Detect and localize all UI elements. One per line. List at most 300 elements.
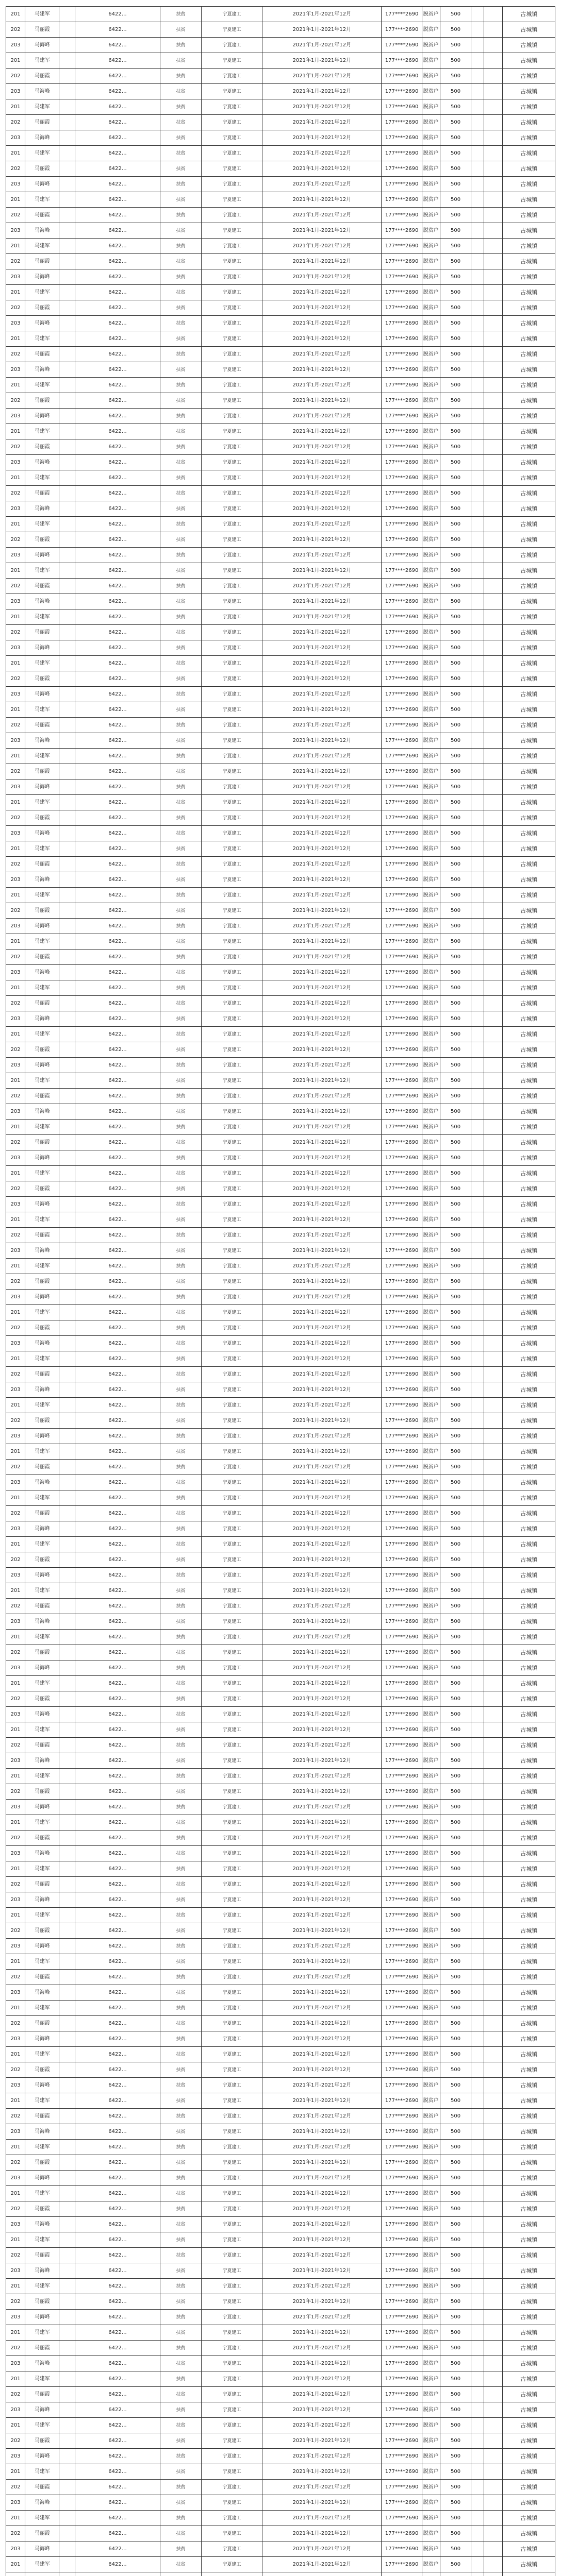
cell-extra xyxy=(484,1073,503,1089)
cell-phone: 177****2690 xyxy=(382,1011,422,1027)
cell-town: 古城镇 xyxy=(503,609,555,625)
cell-extra xyxy=(484,1120,503,1135)
cell-gender xyxy=(59,2495,75,2511)
cell-town: 古城镇 xyxy=(503,2186,555,2201)
cell-amount: 500 xyxy=(440,1985,471,2001)
cell-name: 马建军 xyxy=(25,2232,59,2248)
cell-type: 脱贫户 xyxy=(422,1259,440,1274)
cell-org: 扶贫 xyxy=(160,1475,201,1490)
table-row xyxy=(6,1058,555,1073)
cell-no: 203 xyxy=(6,1846,25,1861)
cell-phone: 177****2690 xyxy=(382,2495,422,2511)
cell-type: 脱贫户 xyxy=(422,409,440,424)
cell-no: 202 xyxy=(6,486,25,501)
cell-type: 脱贫户 xyxy=(422,1537,440,1552)
cell-name: 马建军 xyxy=(25,2325,59,2341)
cell-employer: 宁夏建工 xyxy=(201,764,262,779)
cell-remark xyxy=(471,594,484,609)
cell-org: 扶贫 xyxy=(160,1645,201,1660)
cell-org: 扶贫 xyxy=(160,455,201,470)
cell-amount: 500 xyxy=(440,1923,471,1939)
cell-id: 6422… xyxy=(75,1630,160,1645)
cell-employer: 宁夏建工 xyxy=(201,316,262,331)
table-row xyxy=(6,810,555,826)
cell-amount: 500 xyxy=(440,980,471,996)
cell-phone: 177****2690 xyxy=(382,2263,422,2279)
cell-id: 6422… xyxy=(75,7,160,22)
cell-employer: 宁夏建工 xyxy=(201,130,262,146)
cell-gender xyxy=(59,347,75,362)
cell-amount: 500 xyxy=(440,656,471,671)
cell-id: 6422… xyxy=(75,1846,160,1861)
cell-id: 6422… xyxy=(75,1413,160,1429)
cell-extra xyxy=(484,826,503,841)
cell-gender xyxy=(59,2557,75,2572)
cell-employer: 宁夏建工 xyxy=(201,656,262,671)
table-row xyxy=(6,733,555,749)
cell-extra xyxy=(484,1800,503,1815)
cell-org: 扶贫 xyxy=(160,857,201,872)
cell-employer: 宁夏建工 xyxy=(201,269,262,285)
cell-extra xyxy=(484,2418,503,2433)
table-row xyxy=(6,1429,555,1444)
cell-extra xyxy=(484,2480,503,2495)
cell-org: 扶贫 xyxy=(160,1011,201,1027)
cell-remark xyxy=(471,888,484,903)
cell-amount: 500 xyxy=(440,1027,471,1042)
cell-phone: 177****2690 xyxy=(382,316,422,331)
cell-phone: 177****2690 xyxy=(382,2201,422,2217)
cell-employer: 宁夏建工 xyxy=(201,208,262,223)
cell-town: 古城镇 xyxy=(503,1027,555,1042)
cell-town: 古城镇 xyxy=(503,625,555,640)
cell-no: 203 xyxy=(6,640,25,656)
cell-gender xyxy=(59,378,75,393)
cell-period: 2021年1月-2021年12月 xyxy=(262,1367,382,1382)
cell-org: 扶贫 xyxy=(160,980,201,996)
cell-town: 古城镇 xyxy=(503,749,555,764)
cell-gender xyxy=(59,810,75,826)
cell-period: 2021年1月-2021年12月 xyxy=(262,1645,382,1660)
cell-amount: 500 xyxy=(440,1877,471,1892)
cell-org: 扶贫 xyxy=(160,1738,201,1753)
cell-org: 扶贫 xyxy=(160,2541,201,2557)
cell-employer: 宁夏建工 xyxy=(201,1274,262,1290)
cell-phone: 177****2690 xyxy=(382,1954,422,1970)
cell-extra xyxy=(484,84,503,99)
cell-extra xyxy=(484,1552,503,1568)
cell-gender xyxy=(59,1861,75,1877)
cell-org: 扶贫 xyxy=(160,501,201,517)
cell-gender xyxy=(59,1460,75,1475)
cell-type: 脱贫户 xyxy=(422,996,440,1011)
cell-phone: 177****2690 xyxy=(382,409,422,424)
cell-remark xyxy=(471,1923,484,1939)
table-row xyxy=(6,2140,555,2155)
cell-extra xyxy=(484,130,503,146)
cell-no: 203 xyxy=(6,223,25,239)
cell-name: 马建军 xyxy=(25,563,59,579)
cell-phone: 177****2690 xyxy=(382,656,422,671)
cell-extra xyxy=(484,2356,503,2371)
cell-phone: 177****2690 xyxy=(382,1212,422,1228)
cell-org: 扶贫 xyxy=(160,1042,201,1058)
cell-gender xyxy=(59,1970,75,1985)
cell-gender xyxy=(59,2418,75,2433)
cell-no: 202 xyxy=(6,2341,25,2356)
table-row xyxy=(6,424,555,439)
cell-no: 203 xyxy=(6,1985,25,2001)
cell-id: 6422… xyxy=(75,2341,160,2356)
cell-period: 2021年1月-2021年12月 xyxy=(262,687,382,702)
cell-id: 6422… xyxy=(75,285,160,300)
cell-amount: 500 xyxy=(440,1367,471,1382)
cell-gender xyxy=(59,470,75,486)
cell-name: 马建军 xyxy=(25,1630,59,1645)
cell-phone: 177****2690 xyxy=(382,1398,422,1413)
cell-remark xyxy=(471,1259,484,1274)
table-row xyxy=(6,1228,555,1243)
cell-name: 马建军 xyxy=(25,2279,59,2294)
table-row xyxy=(6,1676,555,1691)
cell-phone: 177****2690 xyxy=(382,1722,422,1738)
cell-extra xyxy=(484,1011,503,1027)
cell-remark xyxy=(471,1707,484,1722)
cell-extra xyxy=(484,2140,503,2155)
cell-town: 古城镇 xyxy=(503,1490,555,1506)
cell-remark xyxy=(471,470,484,486)
table-row xyxy=(6,2557,555,2572)
cell-id: 6422… xyxy=(75,1800,160,1815)
cell-no: 203 xyxy=(6,687,25,702)
cell-employer: 宁夏建工 xyxy=(201,2263,262,2279)
cell-amount: 500 xyxy=(440,2140,471,2155)
cell-amount: 500 xyxy=(440,1583,471,1599)
cell-org: 扶贫 xyxy=(160,2248,201,2263)
table-row xyxy=(6,1831,555,1846)
cell-phone: 177****2690 xyxy=(382,1691,422,1707)
cell-name: 马建军 xyxy=(25,7,59,22)
cell-extra xyxy=(484,1892,503,1908)
cell-name: 马建军 xyxy=(25,146,59,161)
cell-type: 脱贫户 xyxy=(422,1490,440,1506)
cell-org: 扶贫 xyxy=(160,1197,201,1212)
cell-no: 202 xyxy=(6,2062,25,2078)
table-row xyxy=(6,2387,555,2402)
cell-remark xyxy=(471,2248,484,2263)
cell-org: 扶贫 xyxy=(160,1135,201,1150)
cell-amount: 500 xyxy=(440,1073,471,1089)
cell-remark xyxy=(471,2418,484,2433)
cell-org: 扶贫 xyxy=(160,749,201,764)
table-row xyxy=(6,903,555,919)
cell-phone: 177****2690 xyxy=(382,7,422,22)
cell-type: 脱贫户 xyxy=(422,2186,440,2201)
cell-type: 脱贫户 xyxy=(422,470,440,486)
cell-name: 马海峰 xyxy=(25,1243,59,1259)
cell-employer: 宁夏建工 xyxy=(201,1104,262,1120)
cell-town: 古城镇 xyxy=(503,934,555,950)
cell-org: 扶贫 xyxy=(160,2511,201,2526)
cell-extra xyxy=(484,1135,503,1150)
cell-employer: 宁夏建工 xyxy=(201,934,262,950)
cell-town: 古城镇 xyxy=(503,1552,555,1568)
cell-id: 6422… xyxy=(75,1753,160,1769)
cell-id: 6422… xyxy=(75,1460,160,1475)
cell-period: 2021年1月-2021年12月 xyxy=(262,2341,382,2356)
table-row xyxy=(6,826,555,841)
cell-remark xyxy=(471,779,484,795)
cell-no: 203 xyxy=(6,455,25,470)
cell-name: 马建军 xyxy=(25,1861,59,1877)
cell-no: 201 xyxy=(6,424,25,439)
cell-employer: 宁夏建工 xyxy=(201,53,262,69)
cell-extra xyxy=(484,1444,503,1460)
cell-name: 马建军 xyxy=(25,331,59,347)
cell-town: 古城镇 xyxy=(503,1815,555,1831)
cell-phone: 177****2690 xyxy=(382,347,422,362)
cell-no: 201 xyxy=(6,2232,25,2248)
table-row xyxy=(6,1552,555,1568)
cell-name: 马海峰 xyxy=(25,2124,59,2140)
cell-org: 扶贫 xyxy=(160,1150,201,1166)
cell-id: 6422… xyxy=(75,2511,160,2526)
cell-id: 6422… xyxy=(75,1784,160,1800)
cell-employer: 宁夏建工 xyxy=(201,1753,262,1769)
cell-town: 古城镇 xyxy=(503,2279,555,2294)
cell-extra xyxy=(484,2371,503,2387)
table-row xyxy=(6,130,555,146)
cell-phone: 177****2690 xyxy=(382,2279,422,2294)
cell-type: 脱贫户 xyxy=(422,934,440,950)
cell-employer: 宁夏建工 xyxy=(201,84,262,99)
cell-town: 古城镇 xyxy=(503,1738,555,1753)
cell-no: 202 xyxy=(6,810,25,826)
cell-phone: 177****2690 xyxy=(382,53,422,69)
cell-employer: 宁夏建工 xyxy=(201,2186,262,2201)
cell-name: 马建军 xyxy=(25,749,59,764)
cell-id: 6422… xyxy=(75,1599,160,1614)
cell-period: 2021年1月-2021年12月 xyxy=(262,2109,382,2124)
table-row xyxy=(6,718,555,733)
cell-gender xyxy=(59,1367,75,1382)
cell-id: 6422… xyxy=(75,795,160,810)
cell-gender xyxy=(59,161,75,177)
cell-town: 古城镇 xyxy=(503,161,555,177)
cell-org: 扶贫 xyxy=(160,1552,201,1568)
cell-org: 扶贫 xyxy=(160,2464,201,2480)
table-row xyxy=(6,671,555,687)
cell-org: 扶贫 xyxy=(160,300,201,316)
cell-gender xyxy=(59,2310,75,2325)
cell-period: 2021年1月-2021年12月 xyxy=(262,1583,382,1599)
cell-employer: 宁夏建工 xyxy=(201,146,262,161)
cell-town: 古城镇 xyxy=(503,1058,555,1073)
cell-amount: 500 xyxy=(440,594,471,609)
cell-employer: 宁夏建工 xyxy=(201,1691,262,1707)
cell-town: 古城镇 xyxy=(503,857,555,872)
cell-type: 脱贫户 xyxy=(422,1104,440,1120)
cell-employer: 宁夏建工 xyxy=(201,2124,262,2140)
cell-no xyxy=(6,2572,25,2576)
cell-id: 6422… xyxy=(75,69,160,84)
cell-employer: 宁夏建工 xyxy=(201,1398,262,1413)
cell-remark xyxy=(471,347,484,362)
cell-remark xyxy=(471,130,484,146)
table-row xyxy=(6,2062,555,2078)
cell-extra xyxy=(484,1861,503,1877)
cell-id: 6422… xyxy=(75,1290,160,1305)
cell-remark xyxy=(471,1614,484,1630)
cell-name: 马海峰 xyxy=(25,501,59,517)
cell-type: 脱贫户 xyxy=(422,1583,440,1599)
cell-town: 古城镇 xyxy=(503,2016,555,2031)
cell-employer: 宁夏建工 xyxy=(201,640,262,656)
cell-amount: 500 xyxy=(440,1722,471,1738)
cell-remark xyxy=(471,2263,484,2279)
cell-phone: 177****2690 xyxy=(382,378,422,393)
cell-gender xyxy=(59,1398,75,1413)
cell-remark xyxy=(471,1583,484,1599)
cell-extra xyxy=(484,2062,503,2078)
cell-id: 6422… xyxy=(75,146,160,161)
cell-gender xyxy=(59,1259,75,1274)
cell-phone: 177****2690 xyxy=(382,1351,422,1367)
cell-period: 2021年1月-2021年12月 xyxy=(262,2449,382,2464)
cell-name: 马海峰 xyxy=(25,1892,59,1908)
cell-name: 马丽霞 xyxy=(25,347,59,362)
cell-gender xyxy=(59,2186,75,2201)
cell-type: 脱贫户 xyxy=(422,486,440,501)
cell-no: 201 xyxy=(6,2093,25,2109)
table-row xyxy=(6,2572,555,2576)
cell-phone: 177****2690 xyxy=(382,2248,422,2263)
cell-period: 2021年1月-2021年12月 xyxy=(262,1444,382,1460)
cell-town: 古城镇 xyxy=(503,1243,555,1259)
cell-name: 马丽霞 xyxy=(25,2433,59,2449)
cell-phone: 177****2690 xyxy=(382,2124,422,2140)
cell-extra xyxy=(484,470,503,486)
table-row xyxy=(6,285,555,300)
cell-name: 马丽霞 xyxy=(25,1738,59,1753)
cell-remark xyxy=(471,764,484,779)
cell-phone: 177****2690 xyxy=(382,223,422,239)
cell-gender xyxy=(59,300,75,316)
cell-town: 古城镇 xyxy=(503,1923,555,1939)
cell-period: 2021年1月-2021年12月 xyxy=(262,563,382,579)
cell-no: 201 xyxy=(6,1490,25,1506)
cell-amount: 500 xyxy=(440,38,471,53)
cell-org: 扶贫 xyxy=(160,439,201,455)
cell-name: 马丽霞 xyxy=(25,532,59,548)
cell-type: 脱贫户 xyxy=(422,718,440,733)
cell-org: 扶贫 xyxy=(160,687,201,702)
cell-period: 2021年1月-2021年12月 xyxy=(262,1800,382,1815)
cell-extra xyxy=(484,2171,503,2186)
cell-name: 马建军 xyxy=(25,1815,59,1831)
cell-employer: 宁夏建工 xyxy=(201,2155,262,2171)
cell-amount: 500 xyxy=(440,2263,471,2279)
cell-phone: 177****2690 xyxy=(382,1367,422,1382)
cell-extra xyxy=(484,1150,503,1166)
cell-org: 扶贫 xyxy=(160,702,201,718)
cell-amount: 500 xyxy=(440,795,471,810)
cell-id: 6422… xyxy=(75,115,160,130)
cell-id: 6422… xyxy=(75,2387,160,2402)
cell-employer: 宁夏建工 xyxy=(201,841,262,857)
cell-id: 6422… xyxy=(75,1011,160,1027)
cell-employer: 宁夏建工 xyxy=(201,1011,262,1027)
cell-extra xyxy=(484,1599,503,1614)
cell-phone: 177****2690 xyxy=(382,2449,422,2464)
table-row xyxy=(6,1011,555,1027)
cell-period: 2021年1月-2021年12月 xyxy=(262,1892,382,1908)
cell-period: 2021年1月-2021年12月 xyxy=(262,996,382,1011)
cell-remark xyxy=(471,749,484,764)
cell-period: 2021年1月-2021年12月 xyxy=(262,1691,382,1707)
cell-org: 扶贫 xyxy=(160,486,201,501)
cell-type: 脱贫户 xyxy=(422,393,440,409)
cell-gender xyxy=(59,2294,75,2310)
table-row xyxy=(6,22,555,38)
cell-org: 扶贫 xyxy=(160,269,201,285)
cell-period: 2021年1月-2021年12月 xyxy=(262,362,382,378)
cell-phone: 177****2690 xyxy=(382,1259,422,1274)
cell-town: 古城镇 xyxy=(503,2433,555,2449)
cell-amount: 500 xyxy=(440,702,471,718)
cell-id: 6422… xyxy=(75,2418,160,2433)
cell-name: 马海峰 xyxy=(25,130,59,146)
cell-gender xyxy=(59,2109,75,2124)
cell-no: 201 xyxy=(6,53,25,69)
cell-org: 扶贫 xyxy=(160,192,201,208)
cell-org: 扶贫 xyxy=(160,1815,201,1831)
table-row xyxy=(6,1707,555,1722)
cell-remark xyxy=(471,563,484,579)
cell-phone: 177****2690 xyxy=(382,69,422,84)
cell-no: 202 xyxy=(6,1645,25,1660)
cell-type: 脱贫户 xyxy=(422,872,440,888)
cell-gender xyxy=(59,857,75,872)
cell-type: 脱贫户 xyxy=(422,1398,440,1413)
cell-period: 2021年1月-2021年12月 xyxy=(262,517,382,532)
cell-id: 6422… xyxy=(75,1228,160,1243)
cell-town: 古城镇 xyxy=(503,1939,555,1954)
cell-gender xyxy=(59,424,75,439)
cell-name: 马建军 xyxy=(25,2093,59,2109)
cell-org: 扶贫 xyxy=(160,2109,201,2124)
cell-town: 古城镇 xyxy=(503,2480,555,2495)
cell-phone: 177****2690 xyxy=(382,331,422,347)
cell-org: 扶贫 xyxy=(160,764,201,779)
cell-town: 古城镇 xyxy=(503,69,555,84)
cell-type: 脱贫户 xyxy=(422,1197,440,1212)
cell-phone: 177****2690 xyxy=(382,1460,422,1475)
table-row xyxy=(6,2495,555,2511)
table-row xyxy=(6,779,555,795)
cell-extra xyxy=(484,1908,503,1923)
cell-type: 脱贫户 xyxy=(422,1460,440,1475)
cell-amount: 500 xyxy=(440,409,471,424)
cell-id: 6422… xyxy=(75,980,160,996)
cell-org: 扶贫 xyxy=(160,872,201,888)
cell-period: 2021年1月-2021年12月 xyxy=(262,764,382,779)
cell-period: 2021年1月-2021年12月 xyxy=(262,208,382,223)
cell-no: 203 xyxy=(6,594,25,609)
cell-type: 脱贫户 xyxy=(422,2294,440,2310)
cell-period: 2021年1月-2021年12月 xyxy=(262,640,382,656)
cell-type: 脱贫户 xyxy=(422,764,440,779)
